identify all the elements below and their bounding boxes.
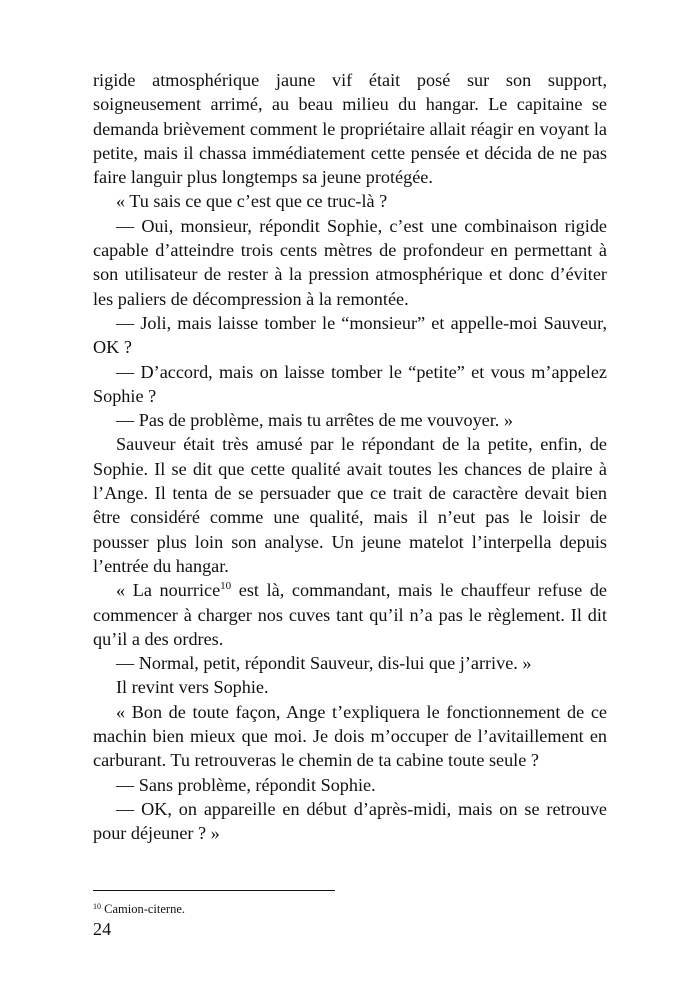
paragraph: — Oui, monsieur, répondit Sophie, c’est une combinaison rigide capable d’atteindre trois cents mètres de profondeur en permettant à son utilisateur de rester à la pression atmosphérique et donc d’éviter les paliers de décompression à la remontée. xyxy=(93,215,607,309)
footnote-divider xyxy=(93,890,335,891)
paragraph: Il revint vers Sophie. xyxy=(116,677,269,698)
paragraph: rigide atmosphérique jaune vif était posé sur son support, soigneusement arrimé, au beau milieu du hangar. Le capitaine se demanda brièvement comment le propriétaire allait réagir en voyant la petite, mais il chassa immédiatement cette pensée et décida de ne pas faire languir plus longtemps sa jeune protégée. xyxy=(93,70,607,188)
paragraph: — Normal, petit, répondit Sauveur, dis-lui que j’arrive. » xyxy=(116,653,532,674)
paragraph-text: « La nourrice xyxy=(116,580,221,601)
footnote xyxy=(93,902,185,917)
paragraph: « Bon de toute façon, Ange t’expliquera le fonctionnement de ce machin bien mieux que moi. Je dois m’occuper de l’avitaillement en carburant. Tu retrouveras le chemin de ta cabine toute seule ? xyxy=(93,701,607,771)
footnote-text: Camion-citerne. xyxy=(101,902,185,916)
paragraph: — Sans problème, répondit Sophie. xyxy=(116,774,376,795)
paragraph: « Tu sais ce que c’est que ce truc-là ? xyxy=(116,191,388,212)
paragraph: — OK, on appareille en début d’après-midi, mais on se retrouve pour déjeuner ? » xyxy=(93,798,607,844)
footnote-reference[interactable]: 10 xyxy=(220,580,232,593)
paragraph-with-footnote xyxy=(93,578,607,651)
footnote-number: 10 xyxy=(93,902,101,911)
page-number: 24 xyxy=(93,919,112,939)
paragraph-text: est là, commandant, mais le chauffeur refuse de commencer à charger nos cuves tant qu’il n’a pas le règlement. Il dit qu’il a des ordres. xyxy=(93,580,607,649)
paragraph: — D’accord, mais on laisse tomber le “petite” et vous m’appelez Sophie ? xyxy=(93,361,607,406)
paragraph: — Pas de problème, mais tu arrêtes de me vouvoyer. » xyxy=(116,410,513,431)
body-text xyxy=(93,68,607,846)
paragraph: Sauveur était très amusé par le répondant de la petite, enfin, de Sophie. Il se dit que cette qualité avait toutes les chances de plaire à l’Ange. Il tenta de se persuader que ce trait de caractère devait bien être considéré comme une qualité, mais il n’eut pas le loisir de pousser plus loin son analyse. Un jeune matelot l’interpella depuis l’entrée du hangar. xyxy=(93,434,607,576)
paragraph: — Joli, mais laisse tomber le “monsieur” et appelle-moi Sauveur, OK ? xyxy=(93,312,607,358)
